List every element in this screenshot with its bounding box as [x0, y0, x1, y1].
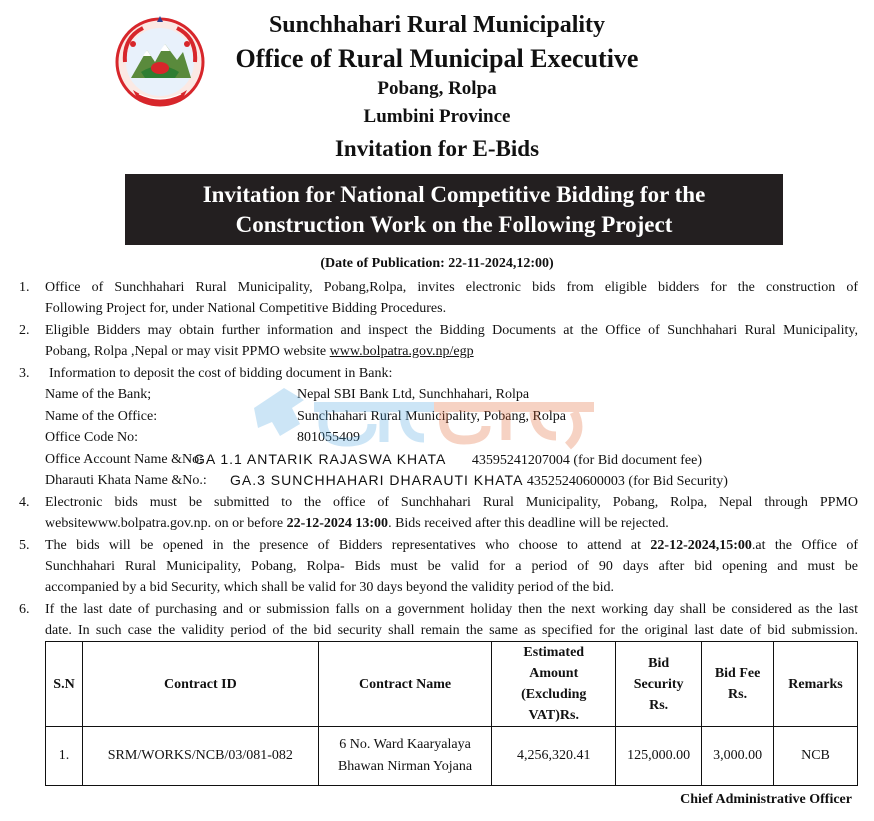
dharauti-name: GA.3 SUNCHHAHARI DHARAUTI KHATA	[230, 472, 524, 488]
office-code-label: Office Code No:	[45, 430, 139, 445]
clause-number: 2.	[19, 323, 30, 338]
clause-text: . Bids received after this deadline will be rejected.	[388, 516, 669, 531]
cell-security: 125,000.00	[616, 727, 702, 786]
clause-text: Office of Sunchhahari Rural Municipality, Pobang,Rolpa, invites electronic bids from eligible bidders for the construction of	[45, 280, 858, 295]
cell-amount: 4,256,320.41	[492, 727, 616, 786]
opening-datetime: 22-12-2024,15:00	[650, 538, 752, 553]
cell-sn: 1.	[46, 727, 83, 786]
office-name-label: Name of the Office:	[45, 408, 158, 424]
clause-text: websitewww.bolpatra.gov.np. on or before	[45, 516, 287, 531]
dharauti-label: Dharauti Khata Name &No.:	[45, 473, 207, 488]
cell-fee: 3,000.00	[702, 727, 774, 786]
ppmo-egp-link[interactable]: www.bolpatra.gov.np/egp	[329, 344, 474, 359]
clause-number: 6.	[19, 602, 30, 617]
cell-contract-id: SRM/WORKS/NCB/03/081-082	[82, 727, 318, 786]
table-header-row	[46, 642, 858, 727]
province-name: Lumbini Province	[363, 106, 511, 127]
header-sn: S.N	[46, 642, 83, 727]
cell-contract-name: 6 No. Ward Kaaryalaya Bhawan Nirman Yojana	[318, 727, 492, 786]
office-code-value: 801055409	[297, 430, 360, 445]
cell-remarks: NCB	[774, 727, 858, 786]
clause-text: date. In such case the validity period of the bid security shall remain the same as specified for the original last date of bid submission.	[45, 623, 858, 638]
dharauti-number: 43525240600003	[526, 474, 625, 489]
table-row	[46, 727, 858, 786]
banner-line-2: Construction Work on the Following Project	[235, 212, 673, 237]
header-bid-security: Bid Security Rs.	[616, 642, 702, 727]
account-number: 43595241207004	[471, 452, 570, 468]
bank-name-label: Name of the Bank;	[45, 387, 152, 402]
office-name: Office of Rural Municipal Executive	[235, 44, 639, 73]
header-estimated-amount: Estimated Amount (Excluding VAT)Rs.	[492, 642, 616, 727]
notice-title: Invitation for E-Bids	[334, 136, 540, 161]
dharauti-note: (for Bid Security)	[628, 474, 728, 489]
clause-number: 1.	[19, 280, 30, 295]
signatory-title: Chief Administrative Officer	[680, 792, 852, 807]
clause-text: If the last date of purchasing and or submission falls on a government holiday then the next working day shall be considered as the last	[45, 602, 858, 617]
account-name: GA 1.1 ANTARIK RAJASWA KHATA	[194, 450, 447, 467]
clause-number: 5.	[19, 538, 30, 553]
header-contract-name: Contract Name	[318, 642, 492, 727]
bid-table	[45, 641, 858, 786]
clause-text: The bids will be opened in the presence of Bidders representatives who choose to attend at	[45, 538, 651, 553]
clause-text: Sunchhahari Rural Municipality, Pobang, Rolpa- Bids must be valid for a period of 90 days after bid opening and must be	[45, 559, 858, 574]
clause-text: Pobang, Rolpa ,Nepal or may visit PPMO website	[45, 344, 330, 359]
account-label: Office Account Name &No:	[45, 451, 203, 467]
banner-line-1: Invitation for National Competitive Bidding for the	[202, 182, 706, 207]
clause-text: Eligible Bidders may obtain further information and inspect the Bidding Documents at the Office of Sunchhahari Rural Municipality,	[45, 323, 858, 338]
clause-text: Information to deposit the cost of bidding document in Bank:	[49, 366, 393, 381]
account-note: (for Bid document fee)	[573, 452, 703, 468]
clause-text: accompanied by a bid Security, which shall be valid for 30 days beyond the validity period of the bid.	[45, 580, 615, 595]
notice-banner	[125, 174, 783, 245]
municipality-name: Sunchhahari Rural Municipality	[268, 12, 606, 38]
clause-text: Electronic bids must be submitted to the office of Sunchhahari Rural Municipality, Pobang, Rolpa, Nepal through PPMO	[45, 495, 858, 510]
clause-text: Following Project for, under National Competitive Bidding Procedures.	[45, 301, 447, 316]
header-contract-id: Contract ID	[82, 642, 318, 727]
submission-deadline: 22-12-2024 13:00	[286, 516, 389, 531]
header-bid-fee: Bid Fee Rs.	[702, 642, 774, 727]
publication-date: (Date of Publication: 22-11-2024,12:00)	[320, 256, 554, 271]
clause-number: 4.	[19, 495, 30, 510]
clause-text: .at the Office of	[751, 538, 858, 553]
office-name-value: Sunchhahari Rural Municipality, Pobang, Rolpa	[297, 408, 566, 424]
header-remarks: Remarks	[774, 642, 858, 727]
clause-number: 3.	[19, 366, 30, 381]
office-address: Pobang, Rolpa	[377, 78, 497, 99]
bank-name-value: Nepal SBI Bank Ltd, Sunchhahari, Rolpa	[297, 387, 530, 402]
